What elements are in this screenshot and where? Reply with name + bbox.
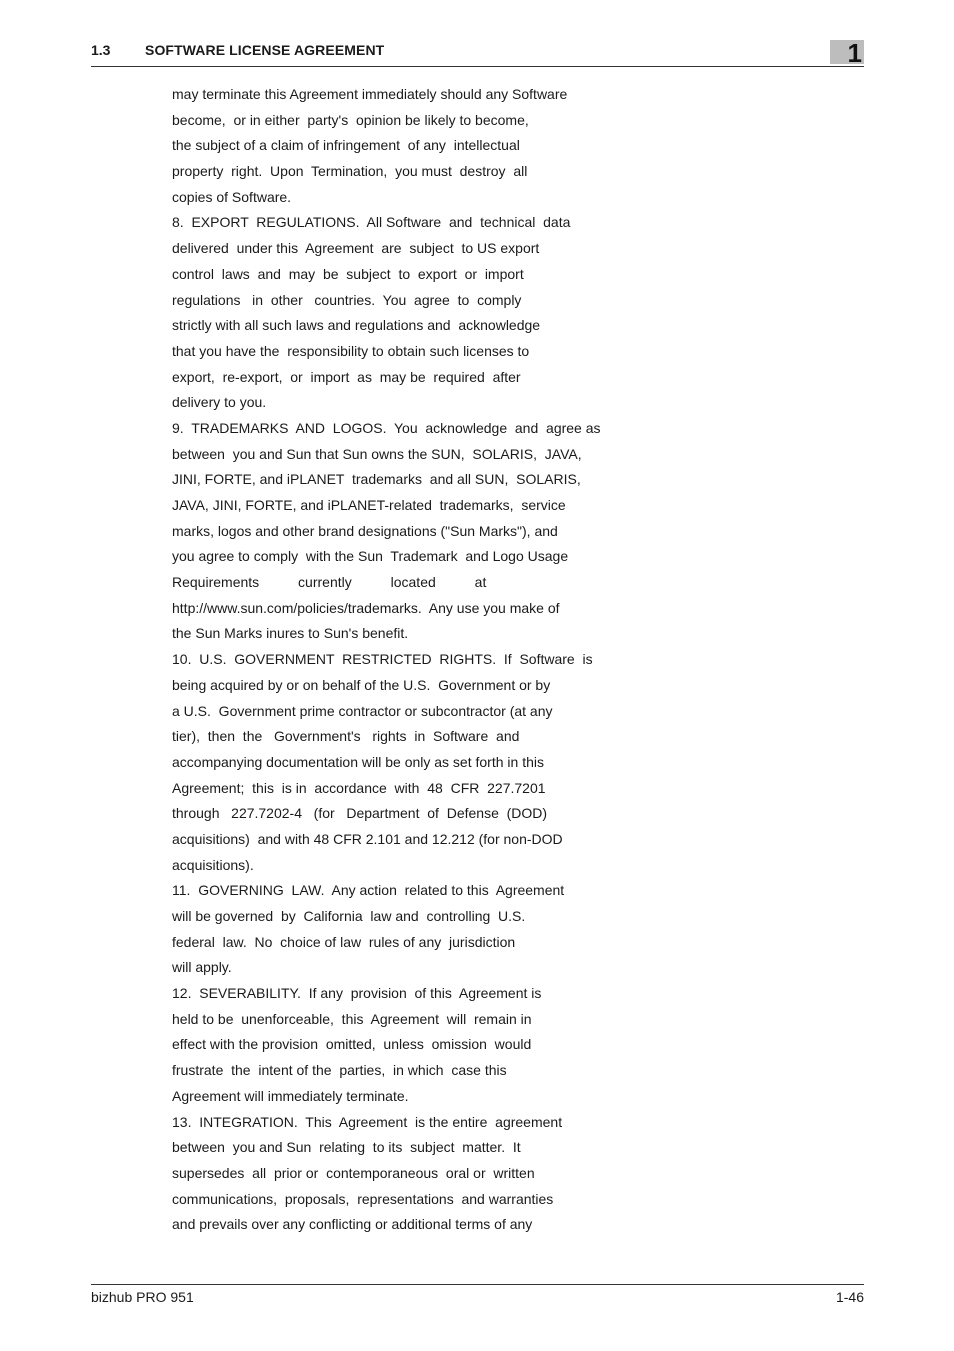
body-line: supersedes all prior or contemporaneous oral or written bbox=[172, 1164, 535, 1181]
body-line: http://www.sun.com/policies/trademarks. Any use you make of bbox=[172, 599, 560, 616]
section-title: SOFTWARE LICENSE AGREEMENT bbox=[145, 42, 385, 58]
body-line: acquisitions) and with 48 CFR 2.101 and 12.212 (for non-DOD bbox=[172, 830, 563, 847]
body-line: and prevails over any conflicting or additional terms of any bbox=[172, 1216, 533, 1233]
body-line: Requirements currently located at bbox=[172, 574, 487, 591]
page-header bbox=[91, 38, 864, 67]
body-line: being acquired by or on behalf of the U.S. Government or by bbox=[172, 676, 551, 693]
body-line: JAVA, JINI, FORTE, and iPLANET-related trademarks, service bbox=[172, 497, 566, 513]
body-line: property right. Upon Termination, you must destroy all bbox=[172, 163, 528, 180]
body-line: the subject of a claim of infringement of any intellectual bbox=[172, 137, 520, 154]
body-line: that you have the responsibility to obtain such licenses to bbox=[172, 342, 530, 359]
body-line: export, re-export, or import as may be required after bbox=[172, 368, 521, 385]
body-line: marks, logos and other brand designations ("Sun Marks"), and bbox=[172, 522, 558, 539]
body-line: 9. TRADEMARKS AND LOGOS. You acknowledge and agree as bbox=[172, 419, 601, 436]
body-line: through 227.7202-4 (for Department of Defense (DOD) bbox=[172, 805, 548, 822]
body-line: copies of Software. bbox=[172, 188, 292, 205]
body-line: delivered under this Agreement are subject to US export bbox=[172, 240, 540, 257]
body-line: acquisitions). bbox=[172, 856, 254, 873]
body-line: become, or in either party's opinion be likely to become, bbox=[172, 111, 529, 128]
body-line: Agreement; this is in accordance with 48 CFR 227.7201 bbox=[172, 779, 546, 796]
body-line: held to be unenforceable, this Agreement will remain in bbox=[172, 1010, 532, 1027]
body-line: Agreement will immediately terminate. bbox=[172, 1087, 409, 1104]
body-line: 13. INTEGRATION. This Agreement is the entire agreement bbox=[172, 1113, 563, 1130]
body-line: you agree to comply with the Sun Trademark and Logo Usage bbox=[172, 548, 569, 565]
body-line: the Sun Marks inures to Sun's benefit. bbox=[172, 625, 409, 642]
body-line: JINI, FORTE, and iPLANET trademarks and all SUN, SOLARIS, bbox=[172, 471, 581, 488]
body-line: will be governed by California law and controlling U.S. bbox=[172, 908, 526, 924]
body-line: regulations in other countries. You agree to comply bbox=[172, 291, 522, 308]
body-line: between you and Sun that Sun owns the SUN, SOLARIS, JAVA, bbox=[172, 445, 582, 462]
body-line: 11. GOVERNING LAW. Any action related to this Agreement bbox=[172, 882, 565, 899]
product-name: bizhub PRO 951 bbox=[91, 1289, 194, 1305]
body-line: frustrate the intent of the parties, in which case this bbox=[172, 1062, 507, 1079]
body-line: 10. U.S. GOVERNMENT RESTRICTED RIGHTS. If Software is bbox=[172, 651, 593, 668]
body-line: federal law. No choice of law rules of any jurisdiction bbox=[172, 933, 516, 950]
body-line: a U.S. Government prime contractor or subcontractor (at any bbox=[172, 702, 553, 719]
body-line: between you and Sun relating to its subject matter. It bbox=[172, 1139, 521, 1156]
page-number: 1-46 bbox=[835, 1289, 864, 1305]
chapter-badge bbox=[830, 38, 864, 68]
body-line: will apply. bbox=[172, 959, 232, 976]
body-line: 12. SEVERABILITY. If any provision of this Agreement is bbox=[172, 985, 542, 1002]
body-line: control laws and may be subject to export or import bbox=[172, 265, 524, 282]
body-line: strictly with all such laws and regulations and acknowledge bbox=[172, 317, 541, 334]
body-line: delivery to you. bbox=[172, 394, 267, 411]
body-line: may terminate this Agreement immediately should any Software bbox=[172, 86, 568, 102]
body-text bbox=[172, 82, 632, 1238]
body-line: accompanying documentation will be only as set forth in this bbox=[172, 753, 544, 770]
section-number: 1.3 bbox=[91, 42, 111, 58]
body-line: tier), then the Government's rights in Software and bbox=[172, 728, 520, 745]
page-footer bbox=[91, 1284, 864, 1309]
body-line: effect with the provision omitted, unless omission would bbox=[172, 1036, 532, 1053]
body-line: 8. EXPORT REGULATIONS. All Software and technical data bbox=[172, 214, 571, 231]
body-line: communications, proposals, representations and warranties bbox=[172, 1190, 554, 1207]
chapter-number: 1 bbox=[847, 38, 862, 68]
